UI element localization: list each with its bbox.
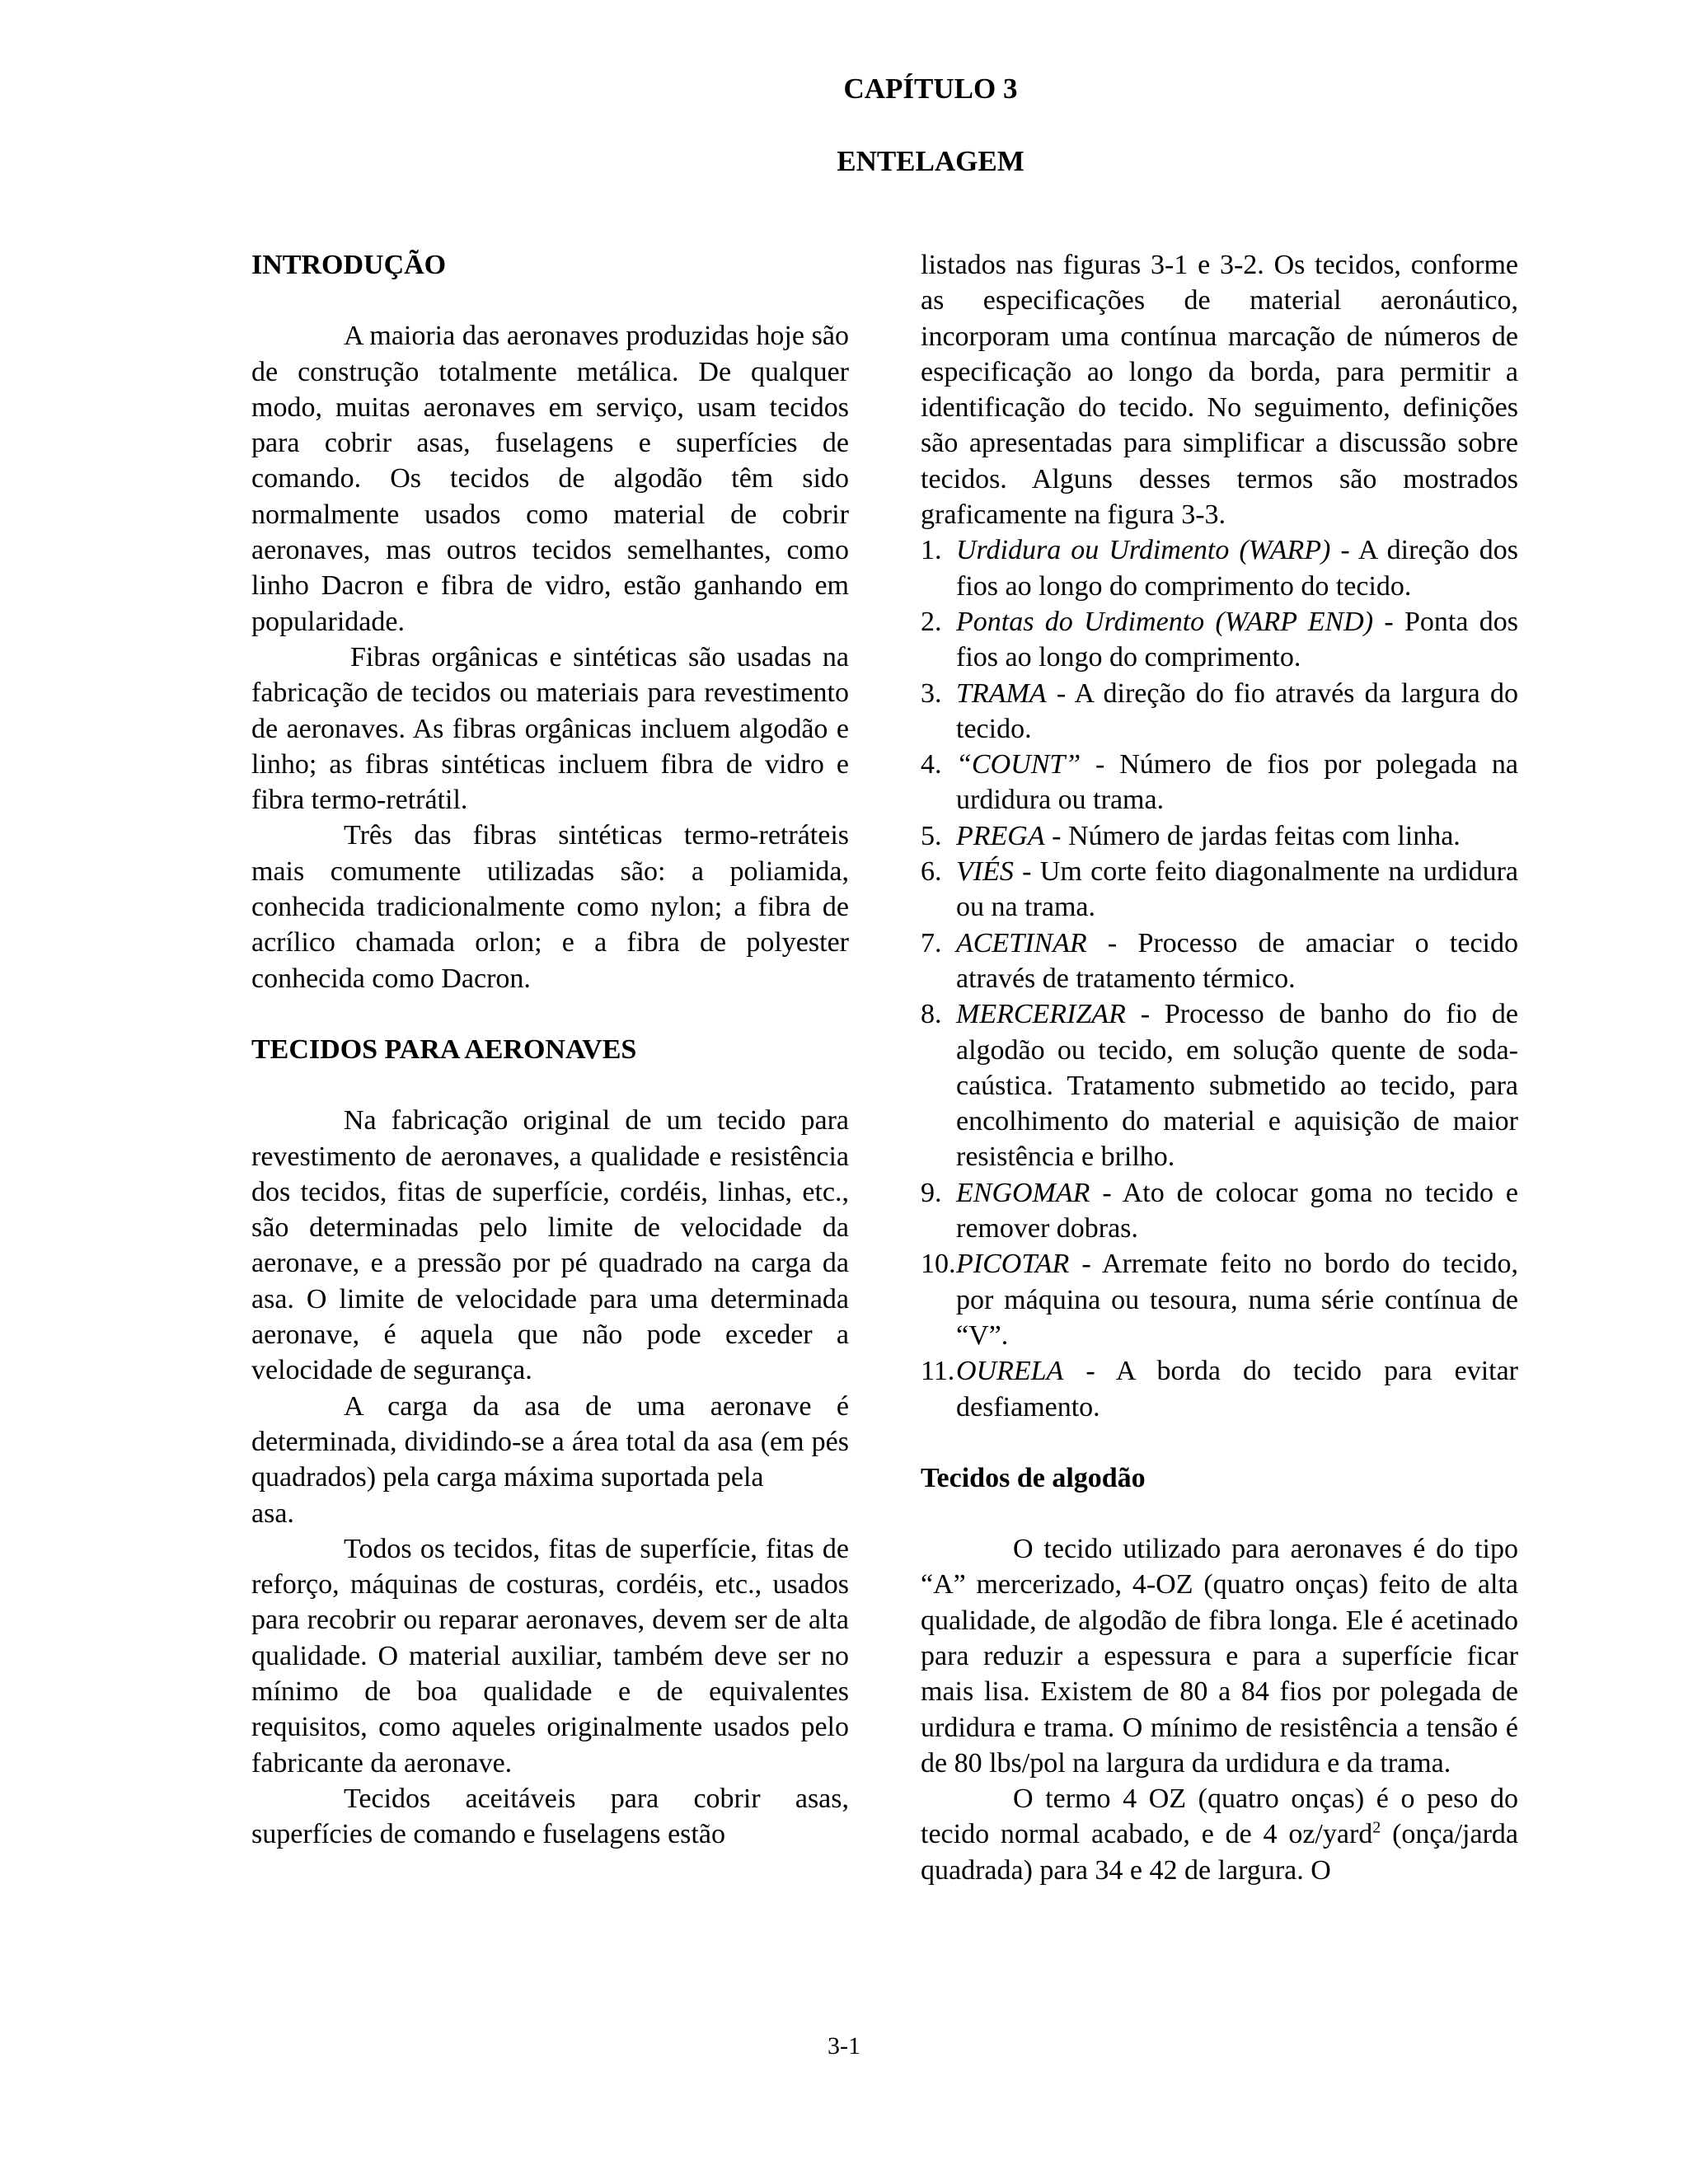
definition-number: 9. — [921, 1177, 942, 1208]
cotton-paragraph-2-text: O termo 4 OZ (quatro onças) é o peso do tecido normal acabado, e de 4 oz/yard — [921, 1783, 1518, 1850]
right-column — [921, 247, 1518, 1888]
fabrics-paragraph-2: A carga da asa de uma aeronave é determinada, dividindo-se a área total da asa (em pés quadrados) pela carga máxima suportada pela — [251, 1390, 849, 1493]
definition-item — [921, 926, 1518, 997]
definition-number: 5. — [921, 820, 942, 851]
definition-number: 7. — [921, 927, 942, 958]
intro-heading: INTRODUÇÃO — [251, 250, 447, 280]
definition-number: 6. — [921, 856, 942, 888]
definition-number: 10. — [921, 1249, 956, 1280]
definition-number: 2. — [921, 606, 942, 637]
definition-number: 4. — [921, 749, 942, 780]
cotton-paragraph-2 — [921, 1781, 1518, 1888]
fabrics-heading: TECIDOS PARA AERONAVES — [251, 1033, 637, 1065]
definition-text: - A direção do fio através da largura do tecido. — [956, 677, 1518, 744]
definition-item — [921, 818, 1518, 854]
definition-term: ACETINAR — [956, 927, 1087, 958]
definition-item — [921, 676, 1518, 748]
definition-term: Pontas do Urdimento (WARP END) — [956, 606, 1374, 637]
fabrics-paragraph-4: Tecidos aceitáveis para cobrir asas, superfícies de comando e fuselagens estão — [251, 1783, 849, 1850]
definition-text: - Arremate feito no bordo do tecido, por máquina ou tesoura, numa série contínua de “V”. — [956, 1249, 1518, 1351]
definition-item — [921, 532, 1518, 604]
definition-text: - Número de jardas feitas com linha. — [1044, 820, 1461, 851]
definition-term: VIÉS — [956, 856, 1014, 888]
intro-paragraph-3: Três das fibras sintéticas termo-retráteis mais comumente utilizadas são: a poliamida, conhecida tradicionalmente como nylon; a fibra de acrílico chamada orlon; e a fibra de polyester conhecida como Dacron. — [251, 820, 849, 994]
definition-item — [921, 1353, 1518, 1425]
fabrics-paragraph-1: Na fabricação original de um tecido para revestimento de aeronaves, a qualidade e resistência dos tecidos, fitas de superfície, cordéis, linhas, etc., são determinadas pelo limite de velocidade da aeronave, e a pressão por pé quadrado na carga da asa. O limite de velocidade para uma determinada aeronave, é aquela que não pode exceder a velocidade de segurança. — [251, 1105, 849, 1386]
chapter-title: ENTELAGEM — [837, 145, 1025, 177]
definition-item — [921, 1246, 1518, 1353]
definition-number: 3. — [921, 677, 942, 709]
definition-number: 1. — [921, 535, 942, 566]
definition-term: MERCERIZAR — [956, 999, 1126, 1030]
definition-term: TRAMA — [956, 677, 1047, 709]
continuation-paragraph: listados nas figuras 3-1 e 3-2. Os tecidos, conforme as especificações de material aeronáutico, incorporam uma contínua marcação de números de especificação ao longo da borda, para permitir a identificação do tecido. No seguimento, definições são apresentadas para simplificar a discussão sobre tecidos. Alguns desses termos são mostrados graficamente na figura 3-3. — [921, 250, 1518, 531]
cotton-heading: Tecidos de algodão — [921, 1462, 1146, 1493]
definition-item — [921, 996, 1518, 1174]
chapter-number: CAPÍTULO 3 — [843, 73, 1018, 105]
intro-paragraph-1: A maioria das aeronaves produzidas hoje são de construção totalmente metálica. De qualquer modo, muitas aeronaves em serviço, usam tecidos para cobrir asas, fuselagens e superfícies de comando. Os tecidos de algodão têm sido normalmente usados como material de cobrir aeronaves, mas outros tecidos semelhantes, como linho Dacron e fibra de vidro, estão ganhando em popularidade. — [251, 321, 849, 637]
cotton-paragraph-2-continuation: (onça/jarda quadrada) para 34 e 42 de largura. O — [921, 1819, 1518, 1886]
definition-item — [921, 604, 1518, 676]
definition-text: - Ponta dos fios ao longo do comprimento. — [956, 606, 1519, 673]
fabrics-paragraph-3: Todos os tecidos, fitas de superfície, fitas de reforço, máquinas de costuras, cordéis, etc., usados para recobrir ou reparar aeronaves, devem ser de alta qualidade. O material auxiliar, também deve ser no mínimo de boa qualidade e de equivalentes requisitos, como aqueles originalmente usados pelo fabricante da aeronave. — [251, 1533, 849, 1779]
definition-item — [921, 854, 1518, 926]
left-column — [251, 247, 849, 1852]
definition-item — [921, 1175, 1518, 1247]
definition-number: 11. — [921, 1356, 955, 1387]
definition-text: - Um corte feito diagonalmente na urdidura ou na trama. — [956, 856, 1518, 923]
definition-text: - Processo de banho do fio de algodão ou tecido, em solução quente de soda-caústica. Tratamento submetido ao tecido, para encolhimento do material e aquisição de maior resistência e brilho. — [956, 999, 1518, 1173]
definition-text: - A borda do tecido para evitar desfiamento. — [956, 1356, 1518, 1422]
definition-term: ENGOMAR — [956, 1177, 1090, 1208]
definition-term: PREGA — [956, 820, 1045, 851]
definition-item — [921, 747, 1518, 818]
intro-paragraph-2: Fibras orgânicas e sintéticas são usadas na fabricação de tecidos ou materiais para revestimento de aeronaves. As fibras orgânicas incluem algodão e linho; as fibras sintéticas incluem fibra de vidro e fibra termo-retrátil. — [251, 641, 849, 816]
definition-term: Urdidura ou Urdimento (WARP) — [956, 535, 1331, 566]
definition-number: 8. — [921, 999, 942, 1030]
definition-text: - Ato de colocar goma no tecido e remover dobras. — [956, 1177, 1518, 1244]
page-number: 3-1 — [828, 2032, 860, 2060]
fabrics-paragraph-2-end: asa. — [251, 1497, 294, 1529]
definition-text: - Processo de amaciar o tecido através de tratamento térmico. — [956, 927, 1518, 994]
definition-term: OURELA — [956, 1356, 1064, 1387]
cotton-paragraph-1: O tecido utilizado para aeronaves é do tipo “A” mercerizado, 4-OZ (quatro onças) feito de alta qualidade, de algodão de fibra longa. Ele é acetinado para reduzir a espessura e para a superfície ficar mais lisa. Existem de 80 a 84 fios por polegada de urdidura e trama. O mínimo de resistência a tensão é de 80 lbs/pol na largura da urdidura e da trama. — [921, 1534, 1518, 1779]
definition-term: “COUNT” — [956, 749, 1081, 780]
superscript: 2 — [1372, 1819, 1381, 1838]
definition-term: PICOTAR — [956, 1249, 1070, 1280]
definitions-list — [921, 532, 1518, 1424]
definition-text: - Número de fios por polegada na urdidura ou trama. — [956, 749, 1518, 816]
definition-text: - A direção dos fios ao longo do comprimento do tecido. — [956, 535, 1518, 602]
